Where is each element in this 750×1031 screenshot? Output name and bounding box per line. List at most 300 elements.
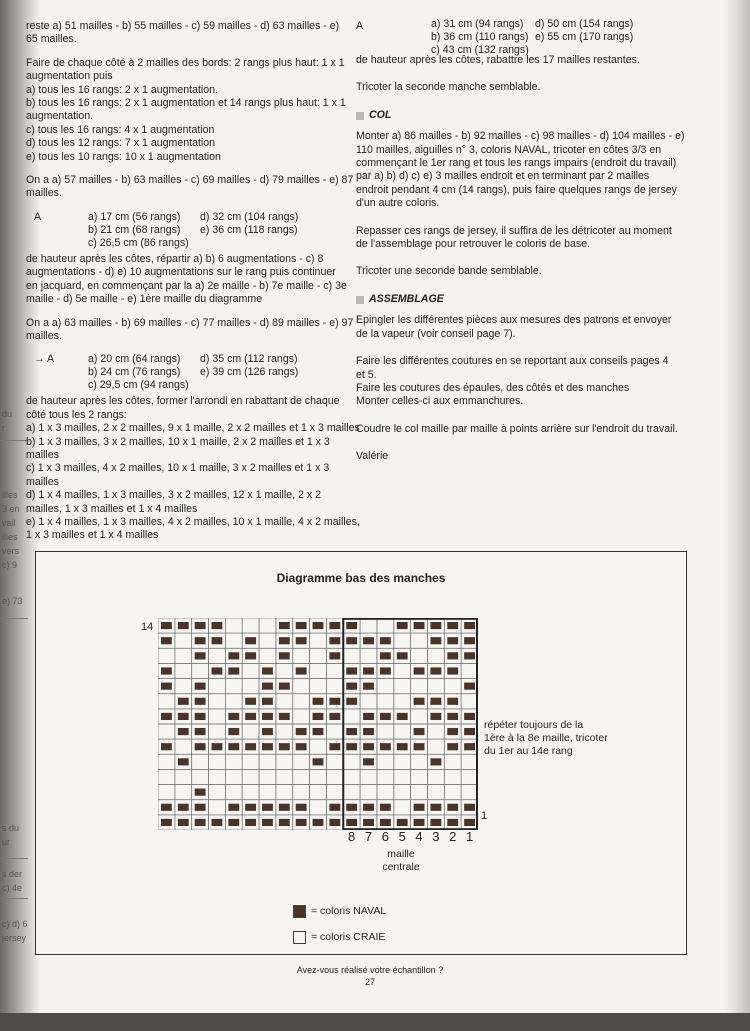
text-line: Faire les différentes coutures en se reportant aux conseils pages 4	[356, 355, 669, 368]
grid-cell	[158, 754, 175, 769]
gutter-fragment: r	[2, 423, 5, 433]
grid-cell	[394, 785, 411, 800]
naval-stitch	[430, 804, 441, 811]
naval-stitch	[195, 713, 206, 720]
text-line: e) 1 x 4 mailles, 1 x 3 mailles, 4 x 2 mailles, 10 x 1 maille, 4 x 2 mailles,	[26, 515, 360, 528]
naval-stitch	[228, 743, 239, 750]
naval-stitch	[245, 637, 256, 644]
grid-cell	[394, 694, 411, 709]
legend-text: = coloris CRAIE	[311, 931, 386, 943]
column-number: 7	[364, 829, 373, 844]
column-number: 1	[465, 829, 474, 844]
grid-cell	[394, 724, 411, 739]
text-line: reste a) 51 mailles - b) 55 mailles - c) 59 mailles - d) 63 mailles - e)	[26, 20, 340, 32]
naval-stitch	[414, 819, 425, 826]
grid-cell	[225, 633, 242, 648]
naval-stitch	[212, 637, 223, 644]
grid-cell	[225, 618, 242, 633]
naval-stitch	[228, 667, 239, 674]
naval-stitch	[380, 637, 391, 644]
text-line: mailles.	[26, 187, 62, 200]
naval-stitch	[380, 667, 391, 674]
naval-stitch	[313, 713, 324, 720]
size-a: a) 31 cm (94 rangs)	[431, 18, 524, 30]
text-line: augmentation.	[26, 110, 94, 123]
grid-cell	[360, 618, 377, 633]
text-line: de la vapeur (voir conseil page 7).	[356, 327, 516, 340]
naval-stitch	[397, 819, 408, 826]
size-b: b) 24 cm (76 rangs)	[88, 366, 181, 379]
naval-stitch	[447, 622, 458, 629]
naval-stitch	[279, 819, 290, 826]
text-line: en jacquard, en commençant par la a) 2e maille - b) 7e maille - c) 3e	[26, 279, 347, 292]
grid-cell	[276, 785, 293, 800]
naval-stitch	[262, 713, 273, 720]
page-number: 27	[364, 977, 375, 987]
gutter-fragment: du	[2, 409, 13, 419]
naval-stitch	[313, 622, 324, 629]
naval-stitch	[195, 652, 206, 659]
naval-stitch	[313, 758, 324, 765]
naval-stitch	[178, 713, 189, 720]
naval-stitch	[346, 728, 357, 735]
naval-stitch	[464, 622, 475, 629]
grid-cell	[276, 724, 293, 739]
grid-cell	[343, 754, 360, 769]
grid-cell	[209, 754, 226, 769]
naval-stitch	[346, 683, 357, 690]
naval-stitch	[262, 728, 273, 735]
text-line: 65 mailles.	[26, 33, 77, 46]
text-line: Monter a) 86 mailles - b) 92 mailles - c) 98 mailles - d) 104 mailles - e)	[356, 130, 685, 143]
grid-cell	[411, 633, 428, 648]
grid-cell	[360, 694, 377, 709]
grid-cell	[242, 663, 259, 678]
size-c: c) 29,5 cm (94 rangs)	[88, 379, 189, 392]
grid-cell	[276, 754, 293, 769]
naval-stitch	[296, 728, 307, 735]
text-line: a) tous les 16 rangs: 2 x 1 augmentation.	[26, 83, 218, 96]
grid-cell	[209, 769, 226, 784]
text-line: endroit pendant 4 cm (14 rangs), puis faire quelques rangs de jersey	[356, 183, 677, 196]
grid-cell	[242, 679, 259, 694]
gutter-fragment: jersey	[2, 933, 27, 943]
naval-stitch	[178, 804, 189, 811]
heading-text: COL	[369, 108, 392, 121]
row-label-top: 14	[141, 621, 154, 633]
naval-stitch	[363, 728, 374, 735]
naval-stitch	[464, 743, 475, 750]
size-e: e) 36 cm (118 rangs)	[200, 223, 298, 236]
naval-stitch	[262, 743, 273, 750]
grid-cell	[310, 800, 327, 815]
naval-stitch	[161, 667, 172, 674]
naval-stitch	[245, 743, 256, 750]
column-number: 6	[381, 829, 389, 844]
text-line: a) 1 x 3 mailles, 2 x 2 mailles, 9 x 1 maille, 2 x 2 mailles et 1 x 3 mailles	[26, 422, 360, 435]
naval-stitch	[161, 713, 172, 720]
size-b: b) 21 cm (68 rangs)	[88, 223, 181, 236]
naval-stitch	[447, 637, 458, 644]
grid-cell	[242, 785, 259, 800]
naval-stitch	[397, 622, 408, 629]
arrow-marker: A	[34, 210, 42, 223]
naval-stitch	[279, 713, 290, 720]
grid-cell	[377, 618, 394, 633]
row-label-bottom: 1	[481, 810, 488, 822]
grid-cell	[293, 785, 310, 800]
grid-cell	[377, 754, 394, 769]
grid-cell	[242, 754, 259, 769]
text-line: Epingler les différentes pièces aux mesures des patrons et envoyer	[356, 314, 672, 327]
text-line: de hauteur après les côtes, répartir a) b) 6 augmentations - c) 8	[26, 252, 324, 265]
grid-cell	[343, 769, 360, 784]
naval-stitch	[228, 652, 239, 659]
size-d: d) 32 cm (104 rangs)	[200, 210, 299, 223]
naval-stitch	[279, 683, 290, 690]
grid-cell	[259, 769, 276, 784]
grid-cell	[293, 709, 310, 724]
naval-stitch	[161, 683, 172, 690]
para-stitch-count-1	[26, 174, 354, 201]
grid-cell	[427, 648, 444, 663]
text-line: par a) b) d) c) e) 3 mailles endroit et en terminant par 2 mailles	[356, 170, 650, 183]
grid-cell	[326, 663, 343, 678]
author-signature: Valérie	[356, 450, 389, 463]
grid-cell	[343, 785, 360, 800]
naval-stitch	[212, 743, 223, 750]
grid-cell	[427, 679, 444, 694]
naval-stitch	[245, 804, 256, 811]
naval-stitch	[430, 698, 441, 705]
gutter-fragment: ur	[2, 837, 11, 847]
grid-cell	[225, 785, 242, 800]
text-line: de l'assemblage pour retrouver le coloris de base.	[356, 238, 591, 251]
grid-cell	[326, 679, 343, 694]
grid-cell	[175, 679, 192, 694]
grid-cell	[225, 769, 242, 784]
para-assemblage	[356, 314, 711, 341]
naval-stitch	[296, 743, 307, 750]
grid-cell	[461, 754, 478, 769]
naval-stitch	[262, 804, 273, 811]
naval-stitch	[464, 683, 475, 690]
naval-stitch	[296, 819, 307, 826]
text-line: maille	[387, 848, 415, 860]
text-line: Repasser ces rangs de jersey, il suffira de les détricoter au moment	[356, 224, 672, 237]
naval-stitch	[262, 667, 273, 674]
naval-stitch	[430, 667, 441, 674]
naval-stitch	[430, 713, 441, 720]
left-column	[26, 20, 360, 553]
heading-text: ASSEMBLAGE	[369, 292, 444, 305]
text-line: Tricoter une seconde bande semblable.	[356, 265, 542, 278]
legend-naval	[293, 905, 386, 918]
grid-cell	[175, 785, 192, 800]
text-line: mailles	[26, 448, 59, 461]
grid-cell	[175, 739, 192, 754]
naval-stitch	[195, 789, 206, 796]
grid-cell	[259, 648, 276, 663]
naval-stitch	[228, 728, 239, 735]
grid-cell	[242, 618, 259, 633]
naval-stitch	[363, 758, 374, 765]
grid-cell	[209, 679, 226, 694]
size-b: b) 36 cm (110 rangs)	[431, 31, 529, 43]
grid-cell	[158, 785, 175, 800]
grid-cell	[225, 679, 242, 694]
naval-stitch	[447, 652, 458, 659]
grid-cell	[394, 633, 411, 648]
naval-stitch	[195, 637, 206, 644]
naval-stitch	[430, 819, 441, 826]
scan-bottom-edge	[0, 1013, 750, 1031]
grid-cell	[427, 739, 444, 754]
naval-stitch	[447, 728, 458, 735]
naval-stitch	[195, 804, 206, 811]
diagram-box	[35, 551, 687, 955]
gutter-fragment: vers	[2, 546, 20, 556]
naval-stitch	[195, 698, 206, 705]
naval-stitch	[329, 622, 340, 629]
text-line: b) 1 x 3 mailles, 3 x 2 mailles, 10 x 1 maille, 2 x 2 mailles et 1 x 3	[26, 435, 330, 448]
text-line: c) tous les 16 rangs: 4 x 1 augmentation	[26, 123, 215, 136]
text-line: Coudre le col maille par maille à points arrière sur l'endroit du travail.	[356, 422, 678, 435]
maille-centrale-label	[366, 848, 436, 874]
grid-cell	[394, 800, 411, 815]
naval-stitch	[296, 622, 307, 629]
naval-stitch	[464, 819, 475, 826]
grid-cell	[293, 648, 310, 663]
naval-stitch	[329, 804, 340, 811]
footer-question: Avez-vous réalisé votre échantillon ?	[296, 965, 444, 975]
grid-cell	[310, 785, 327, 800]
naval-stitch	[296, 804, 307, 811]
naval-stitch	[245, 713, 256, 720]
naval-stitch	[161, 637, 172, 644]
size-e: e) 39 cm (126 rangs)	[200, 366, 299, 379]
naval-stitch	[430, 758, 441, 765]
text-line: côté tous les 2 rangs:	[26, 408, 127, 421]
arrow-marker: → A	[34, 353, 55, 366]
naval-stitch	[414, 728, 425, 735]
naval-stitch	[245, 819, 256, 826]
naval-stitch	[161, 622, 172, 629]
text-line: du 1er au 14e rang	[484, 745, 573, 757]
para-repasser	[356, 225, 711, 252]
size-c: c) 26,5 cm (86 rangs)	[88, 236, 189, 249]
diagram-title: Diagramme bas des manches	[276, 571, 446, 585]
naval-stitch	[329, 743, 340, 750]
section-heading-assemblage	[356, 293, 711, 306]
para-stitch-count-2	[26, 316, 354, 344]
text-line: b) tous les 16 rangs: 2 x 1 augmentation et 14 rangs plus haut: 1 x 1	[26, 97, 346, 110]
knitting-grid	[158, 618, 478, 830]
naval-stitch	[346, 698, 357, 705]
naval-stitch	[397, 743, 408, 750]
grid-cell	[444, 785, 461, 800]
grid-cell	[411, 785, 428, 800]
text-line: d) 1 x 4 mailles, 1 x 3 mailles, 3 x 2 mailles, 12 x 1 maille, 2 x 2	[26, 489, 321, 502]
naval-stitch	[195, 683, 206, 690]
naval-stitch	[245, 698, 256, 705]
text-line: augmentations - d) e) 10 augmentations sur le rang puis continuer	[26, 266, 336, 279]
grid-cell	[259, 785, 276, 800]
grid-cell	[377, 679, 394, 694]
size-a: a) 17 cm (56 rangs)	[88, 210, 181, 223]
naval-stitch	[279, 622, 290, 629]
grid-cell	[175, 648, 192, 663]
grid-cell	[242, 769, 259, 784]
grid-cell	[326, 785, 343, 800]
text-line: centrale	[382, 861, 420, 873]
grid-cell	[310, 648, 327, 663]
text-line: On a a) 63 mailles - b) 69 mailles - c) 77 mailles - d) 89 mailles - e) 97	[26, 316, 354, 329]
text-line: d'un autre coloris.	[356, 197, 440, 210]
size-d: d) 50 cm (154 rangs)	[535, 18, 634, 30]
grid-cell	[326, 754, 343, 769]
naval-stitch	[228, 819, 239, 826]
naval-stitch	[414, 698, 425, 705]
grid-cell	[427, 769, 444, 784]
section-heading-col	[356, 109, 711, 122]
naval-stitch	[329, 652, 340, 659]
grid-cell	[427, 724, 444, 739]
grid-cell	[225, 754, 242, 769]
naval-swatch	[293, 905, 306, 918]
naval-stitch	[161, 804, 172, 811]
naval-stitch	[195, 819, 206, 826]
grid-cell	[293, 694, 310, 709]
grid-cell	[461, 769, 478, 784]
grid-cell	[411, 754, 428, 769]
naval-stitch	[346, 743, 357, 750]
grid-cell	[209, 709, 226, 724]
naval-stitch	[447, 667, 458, 674]
text-line: Faire de chaque côté à 2 mailles des bords: 2 rangs plus haut: 1 x 1	[26, 56, 345, 69]
naval-stitch	[414, 667, 425, 674]
naval-stitch	[262, 698, 273, 705]
grid-cell	[175, 633, 192, 648]
para-jacquard	[26, 253, 351, 307]
text-line: et 5.	[356, 368, 377, 381]
naval-stitch	[447, 804, 458, 811]
gutter-rule	[0, 858, 28, 859]
naval-stitch	[397, 713, 408, 720]
grid-cell	[276, 694, 293, 709]
repeat-note	[484, 719, 634, 758]
text-line: 110 mailles, aiguilles n° 3, coloris NAVAL, tricoter en côtes 3/3 en	[356, 143, 662, 156]
naval-stitch	[380, 743, 391, 750]
naval-stitch	[363, 683, 374, 690]
grid-cell	[377, 724, 394, 739]
grid-cell	[209, 648, 226, 663]
gutter-fragment: s du	[2, 823, 20, 833]
column-number: 5	[398, 829, 406, 844]
grid-cell	[158, 724, 175, 739]
naval-stitch	[464, 652, 475, 659]
grid-cell	[377, 769, 394, 784]
naval-stitch	[178, 819, 189, 826]
naval-stitch	[279, 652, 290, 659]
grid-cell	[293, 754, 310, 769]
naval-stitch	[296, 637, 307, 644]
size-a: a) 20 cm (64 rangs)	[88, 353, 181, 366]
gutter-fragment: illes	[2, 532, 18, 542]
naval-stitch	[447, 819, 458, 826]
size-c: c) 43 cm (132 rangs)	[431, 44, 529, 56]
naval-stitch	[195, 622, 206, 629]
text-line: mailles.	[26, 329, 62, 342]
naval-stitch	[363, 819, 374, 826]
naval-stitch	[464, 804, 475, 811]
grid-cell	[326, 769, 343, 784]
naval-stitch	[161, 819, 172, 826]
gutter-rule	[0, 898, 28, 899]
grid-cell	[394, 679, 411, 694]
para-increases	[26, 57, 351, 164]
naval-stitch	[212, 667, 223, 674]
text-line: répéter toujours de la	[484, 719, 584, 731]
gutter-fragment: 3 en	[2, 504, 20, 514]
text-line: Monter celles-ci aux emmanchures.	[356, 395, 524, 408]
heading-square-icon	[356, 112, 364, 120]
naval-stitch	[262, 819, 273, 826]
grid-cell	[444, 769, 461, 784]
grid-cell	[377, 694, 394, 709]
page-footer	[200, 964, 540, 988]
grid-cell	[293, 679, 310, 694]
size-table-1	[26, 211, 351, 251]
gutter-rule	[0, 440, 28, 441]
grid-cell	[411, 679, 428, 694]
naval-stitch	[397, 652, 408, 659]
naval-stitch	[346, 637, 357, 644]
naval-stitch	[262, 683, 273, 690]
gutter-fragment: c) 9	[2, 560, 18, 570]
legend-text: = coloris NAVAL	[311, 905, 387, 917]
text-line: d) tous les 12 rangs: 7 x 1 augmentation	[26, 137, 216, 150]
text-line: 1ère à la 8e maille, tricoter	[484, 732, 608, 744]
grid-cell	[394, 754, 411, 769]
arrow-marker: A	[356, 20, 364, 32]
naval-stitch	[212, 622, 223, 629]
naval-stitch	[363, 804, 374, 811]
grid-cell	[360, 769, 377, 784]
grid-cell	[175, 769, 192, 784]
grid-cell	[394, 663, 411, 678]
naval-stitch	[363, 713, 374, 720]
grid-cell	[192, 754, 209, 769]
text-line: augmentation puis	[26, 70, 113, 83]
text-line: 1 x 3 mailles et 1 x 4 mailles	[26, 529, 159, 542]
grid-cell	[444, 679, 461, 694]
grid-cell	[209, 800, 226, 815]
text-line: mailles	[26, 475, 59, 488]
text-line: Faire les coutures des épaules, des côtés et des manches	[356, 381, 630, 394]
text-line: maille - d) 5e maille - e) 1ère maille du diagramme	[26, 293, 263, 306]
grid-cell	[310, 633, 327, 648]
right-column	[356, 18, 711, 474]
naval-stitch	[414, 743, 425, 750]
column-number: 2	[449, 829, 457, 844]
gutter-fragment: s der	[2, 869, 23, 879]
text-line: commençant le 1er rang et tous les rangs impairs (endroit du travail)	[356, 157, 677, 170]
grid-cell	[444, 754, 461, 769]
naval-stitch	[245, 652, 256, 659]
naval-stitch	[279, 637, 290, 644]
naval-stitch	[178, 728, 189, 735]
